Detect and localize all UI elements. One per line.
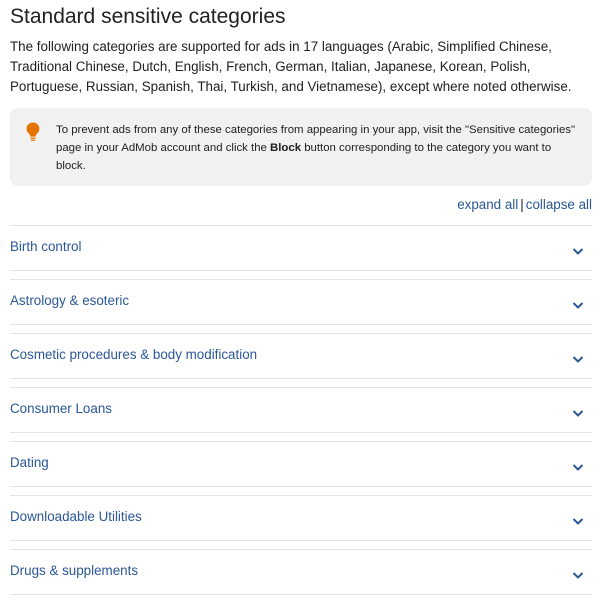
accordion-item-drugs-supplements[interactable] [10,549,592,595]
chevron-down-icon[interactable] [572,351,584,360]
chevron-down-icon[interactable] [572,243,584,252]
callout-text-part: To prevent ads from any of these categories from appearing in your app, visit the "Sensitive categories" page in your AdMob account and click the [56,124,576,154]
accordion-item-consumer-loans[interactable] [10,387,592,433]
chevron-down-icon[interactable] [572,405,584,414]
accordion-item-astrology-esoteric[interactable] [10,279,592,325]
categories-accordion [10,225,592,603]
accordion-item-label: Dating [10,455,49,470]
callout-text-part: button corresponding to the category you want to block. [56,142,552,172]
accordion-item-dating[interactable] [10,441,592,487]
lightbulb-icon [26,122,40,142]
collapse-all-link[interactable]: collapse all [525,197,592,212]
accordion-item-label: Downloadable Utilities [10,509,142,524]
toggle-separator: | [520,197,524,212]
chevron-down-icon[interactable] [572,459,584,468]
accordion-item-label: Drugs & supplements [10,563,139,578]
chevron-down-icon[interactable] [572,567,584,576]
callout-text [56,121,576,175]
page-title: Standard sensitive categories [10,5,286,28]
accordion-item-label: Astrology & esoteric [10,293,130,308]
expand-all-link[interactable]: expand all [457,197,519,212]
intro-paragraph: The following categories are supported for ads in 17 languages (Arabic, Simplified Chinese, Traditional Chinese, Dutch, English, French, German, Italian, Japanese, Korean, Polish, Portuguese, Russian, Spanish, Thai, Turkish, and Vietnamese), except where noted otherwise. [10,39,572,94]
accordion-item-cosmetic-procedures[interactable] [10,333,592,379]
chevron-down-icon[interactable] [572,297,584,306]
accordion-item-downloadable-utilities[interactable] [10,495,592,541]
accordion-item-label: Cosmetic procedures & body modification [10,347,258,362]
accordion-item-label: Consumer Loans [10,401,112,416]
expand-collapse-controls [457,197,592,212]
accordion-item-birth-control[interactable] [10,225,592,271]
block-button-reference: Block [270,142,302,154]
chevron-down-icon[interactable] [572,513,584,522]
accordion-item-label: Birth control [10,239,82,254]
info-callout [10,108,592,186]
